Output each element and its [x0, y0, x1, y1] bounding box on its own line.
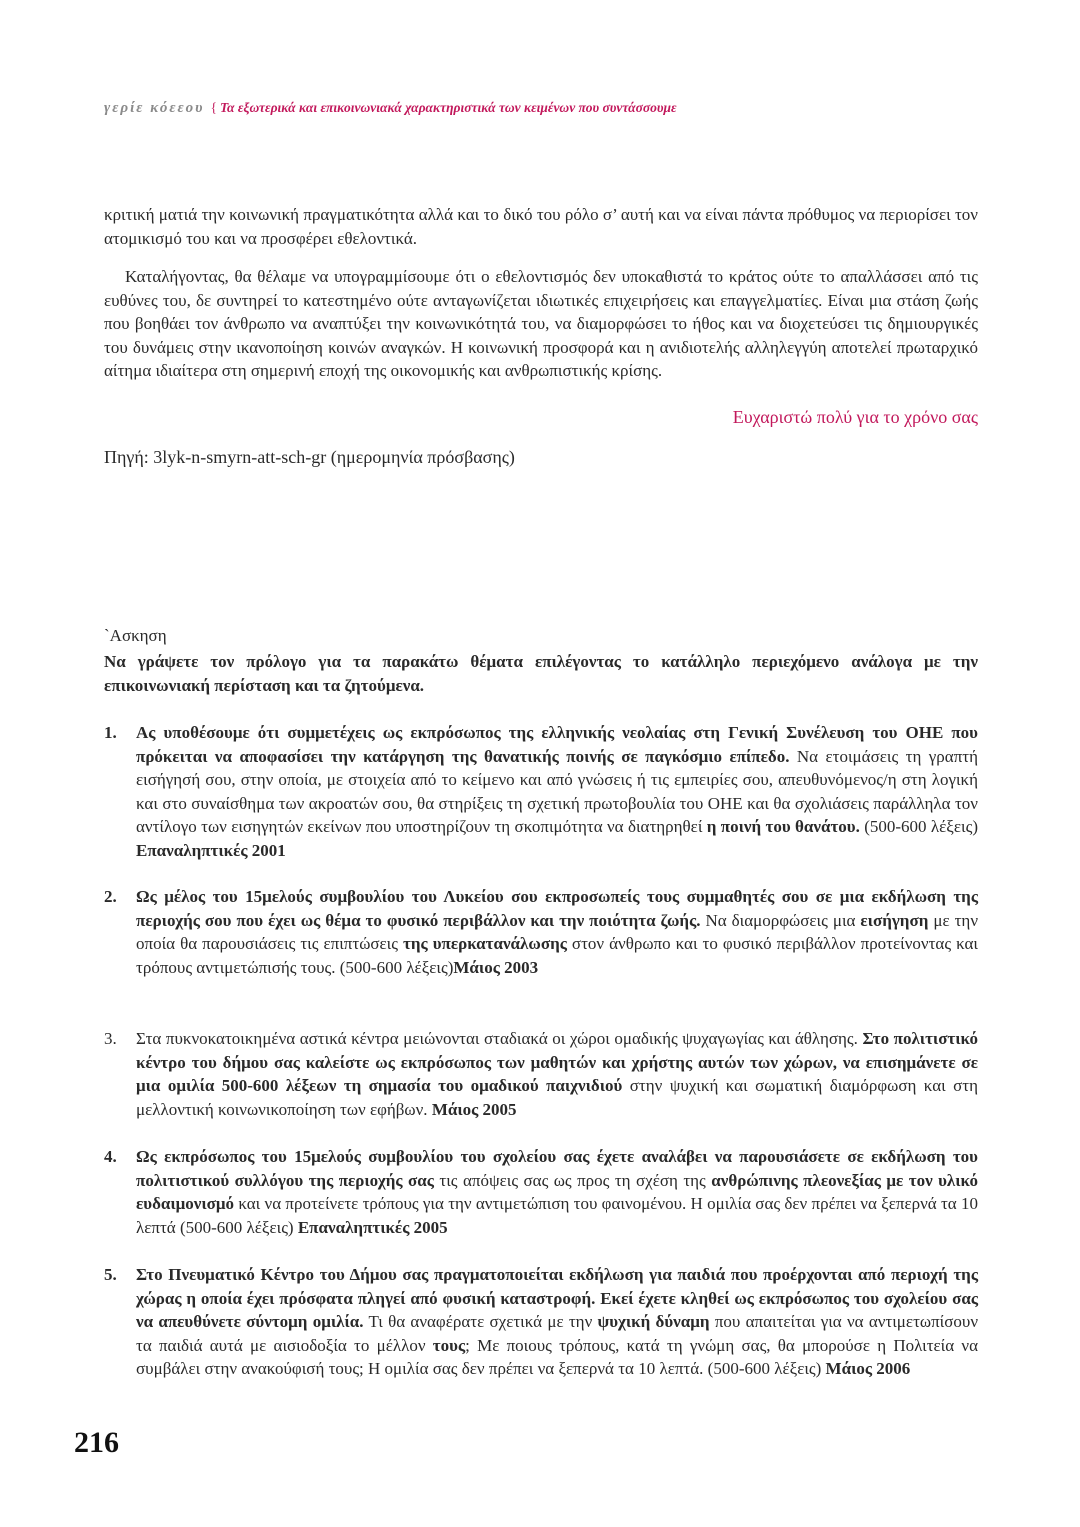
item-text [136, 1027, 978, 1121]
item-text [136, 1263, 978, 1381]
exercise-title: `Ασκηση [104, 626, 167, 645]
item-text-bold: εισήγηση [860, 910, 929, 930]
exercise-item-2 [104, 885, 978, 979]
item-text-regular: Να ετοιμάσεις τη γραπτή εισήγησή σου, στην οποία, με στοιχεία από το κείμενο και από γνώσεις ή τις εμπειρίες σου, απευθυνόμενος/η στη λογική και στο συναίσθημα των ακροατών σου, θα στηρίξεις τη σχετική πρωτοβουλία του ΟΗΕ και θα σχολιάσεις παράλληλα τον αντίλογο των εισηγητών εκείνων που υποστηρίζουν τη σκοπιμότητα να διατηρηθεί [136, 746, 978, 836]
item-exam-reference: Επαναληπτικές 2005 [297, 1217, 448, 1237]
item-text-bold: της υπερκατανάλωσης [403, 934, 567, 953]
item-number: 4. [104, 1147, 117, 1166]
paragraph-text: κριτική ματιά την κοινωνική πραγματικότητα αλλά και το δικό του ρόλο σ’ αυτή και να είναι πάντα πρόθυμος να περιορίσει τον ατομικισμό του και να προσφέρει εθελοντικά. [104, 205, 978, 248]
exercise-item-4 [104, 1145, 978, 1239]
page-number: 216 [74, 1426, 119, 1459]
item-text-bold: ψυχική δύναμη [597, 1312, 710, 1331]
item-text-regular: ; Με ποιους τρόπους, κατά τη γνώμη σας, θα μπορούσε η Πολιτεία να συμβάλει στην ανακούφισή τους; Η ομιλία σας δεν πρέπει να ξεπερνά τα 10 λεπτά. (500-600 λέξεις) [136, 1335, 978, 1378]
exercise-item-3 [104, 1027, 978, 1121]
header-separator: { [210, 100, 217, 115]
item-exam-reference: Μάιος 2003 [453, 957, 539, 977]
item-exam-reference: Μάιος 2006 [825, 1359, 911, 1378]
item-text-regular: στην ψυχική και σωματική διαμόρφωση και στη μελλοντική κοινωνικοποίηση των εφήβων. [136, 1076, 978, 1119]
item-text-bold: Στο πολιτιστικό κέντρο του δήμου σας καλείστε ως εκπρόσωπος των μαθητών και χρήστης αυτών των χώρων, να επισημάνετε σε μια ομιλία 500-600 λέξεων τη σημασία του ομαδικού παιχνιδιού [136, 1029, 978, 1095]
exercise-item-5 [104, 1263, 978, 1381]
item-number: 5. [104, 1265, 117, 1284]
item-text-regular: που απαιτείται για να αντιμετωπίσουν τα παιδιά αυτά με αισιοδοξία το μέλλον [136, 1312, 979, 1355]
body-paragraph-1 [104, 203, 978, 250]
paragraph-text: Καταλήγοντας, θα θέλαμε να υπογραμμίσουμε ότι ο εθελοντισμός δεν υποκαθιστά το κράτος ούτε το απαλλάσσει από τις ευθύνες του, δε συντηρεί το κατεστημένο ούτε ανταγωνίζεται ιδιωτικές επιχειρήσεις και επαγγελματίες. Είναι μια στάση ζωής που βοηθάει τον άνθρωπο να αναπτύξει την κοινωνικότητά του, να διαμορφώσει το ήθος και να διοχετεύσει τις δημιουργικές του δυνάμεις στην ικανοποίηση κοινών αναγκών. Η κοινωνική προσφορά και η ανιδιοτελής αλληλεγγύη αποτελεί πρωταρχικό αίτημα ιδιαίτερα στη σημερινή εποχή της οικονομικής και ανθρωπιστικής κρίσης. [104, 267, 978, 380]
item-text-bold: Ως εκπρόσωπος του 15μελούς συμβουλίου του σχολείου σας έχετε αναλάβει να παρουσιάσετε σε εκδήλωση του πολιτιστικού συλλόγου της περιοχής σας [136, 1147, 978, 1190]
source-citation: Πηγή: 3lyk-n-smyrn-att-sch-gr (ημερομηνία πρόσβασης) [104, 447, 515, 467]
item-text-bold: τους [432, 1335, 466, 1355]
item-text-regular: Στα πυκνοκατοικημένα αστικά κέντρα μειώνονται σταδιακά οι χώροι ομαδικής ψυχαγωγίας και άθλησης. [136, 1029, 863, 1048]
item-text-regular: και να προτείνετε τρόπους για την αντιμετώπιση του φαινομένου. Η ομιλία σας δεν πρέπει να ξεπερνά τα 10 λεπτά (500-600 λέξεις) [136, 1194, 978, 1237]
item-text-bold: Ως μέλος του 15μελούς συμβουλίου του Λυκείου σου εκπροσωπείς τους συμμαθητές σου σε μια εκδήλωση της περιοχής σου που έχει ως θέμα το φυσικό περιβάλλον και την ποιότητα ζωής. [136, 887, 978, 930]
item-number: 2. [104, 887, 117, 906]
header-subtitle: Τα εξωτερικά και επικοινωνιακά χαρακτηριστικά των κειμένων που συντάσσουμε [220, 100, 677, 115]
item-number: 3. [104, 1029, 117, 1048]
item-text-bold: ανθρώπινης πλεονεξίας με τον υλικό ευδαιμονισμό [136, 1170, 978, 1213]
item-text-bold: η ποινή του θανάτου. [706, 817, 860, 836]
closing-thanks: Ευχαριστώ πολύ για το χρόνο σας [732, 407, 978, 427]
item-text-bold: Ας υποθέσουμε ότι συμμετέχεις ως εκπρόσωπος της ελληνικής νεολαίας στη Γενική Συνέλευση του ΟΗΕ που πρόκειται να αποφασίσει την κατάργηση της θανατικής ποινής σε παγκόσμιο επίπεδο. [136, 723, 978, 766]
item-text-regular: με την οποία θα παρουσιάσεις τις επιπτώσεις [136, 910, 979, 953]
running-header [104, 100, 1004, 117]
item-text-regular: στον άνθρωπο και το φυσικό περιβάλλον προτείνοντας και τρόπους αντιμετώπισής τους. (500-600 λέξεις) [136, 934, 978, 977]
item-text-regular: Τι θα αναφέρατε σχετικά με την [363, 1312, 598, 1331]
item-text-bold: Στο Πνευματικό Κέντρο του Δήμου σας πραγματοποιείται εκδήλωση για παιδιά που προέρχονται από περιοχή της χώρας η οποία έχει πρόσφατα πληγεί από φυσική καταστροφή. Εκεί έχετε κληθεί ως εκπρόσωπος του σχολείου σας να απευθύνετε σύντομη ομιλία. [136, 1265, 978, 1331]
item-text [136, 1145, 978, 1239]
item-text-regular: Να διαμορφώσεις μια [700, 910, 861, 930]
exercise-item-1 [104, 721, 978, 862]
item-text-regular: (500-600 λέξεις) [859, 817, 978, 836]
item-text-regular: τις απόψεις σας ως προς τη σχέση της [433, 1170, 712, 1190]
item-text [136, 885, 978, 979]
item-text [136, 721, 978, 862]
item-number: 1. [104, 723, 117, 742]
item-exam-reference: Επαναληπτικές 2001 [136, 840, 286, 860]
body-paragraph-2 [104, 265, 978, 383]
exercise-instruction: Να γράψετε τον πρόλογο για τα παρακάτω θέματα επιλέγοντας το κατάλληλο περιεχόμενο ανάλογα με την επικοινωνιακή περίσταση και τα ζητούμενα. [104, 652, 978, 695]
header-brand: γερίε κόεεου [104, 100, 205, 116]
item-exam-reference: Μάιος 2005 [431, 1099, 517, 1119]
